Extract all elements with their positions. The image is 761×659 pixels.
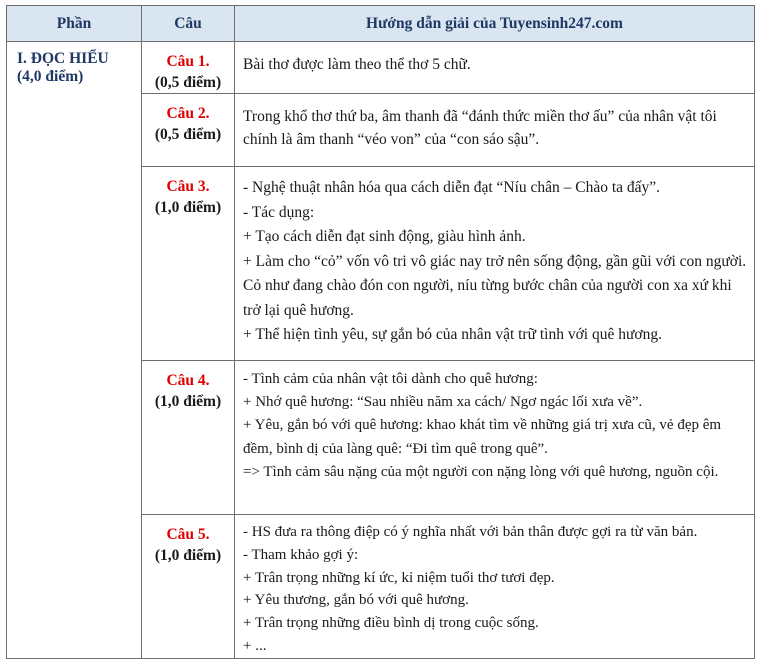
header-question: Câu xyxy=(142,6,235,42)
question-cell xyxy=(142,167,235,361)
table-row xyxy=(7,42,755,94)
question-label: Câu 1. xyxy=(166,53,210,70)
answer-cell xyxy=(235,361,755,515)
answer-line: + Trân trọng những kí ức, kỉ niệm tuổi thơ tươi đẹp. xyxy=(243,569,555,586)
answer-line: + Trân trọng những điều bình dị trong cuộc sống. xyxy=(243,615,539,632)
table-header-row xyxy=(7,6,755,42)
answer-cell xyxy=(235,42,755,94)
question-cell xyxy=(142,361,235,515)
answer-cell xyxy=(235,167,755,361)
answer-line: Trong khổ thơ thứ ba, âm thanh đã “đánh thức miền thơ ấu” của nhân vật tôi chính là âm thanh “véo von” của “con sáo sậu”. xyxy=(243,108,717,148)
question-score: (1,0 điểm) xyxy=(154,547,222,564)
question-cell xyxy=(142,42,235,94)
answer-line: => Tình cảm sâu nặng của một người con nặng lòng với quê hương, nguồn cội. xyxy=(243,463,719,480)
question-cell xyxy=(142,515,235,659)
section-cell xyxy=(7,42,142,659)
question-score: (0,5 điểm) xyxy=(154,126,222,143)
question-label: Câu 5. xyxy=(166,526,210,543)
header-guide: Hướng dẫn giải của Tuyensinh247.com xyxy=(235,6,755,42)
answer-line: + Yêu thương, gắn bó với quê hương. xyxy=(243,592,469,609)
question-score: (1,0 điểm) xyxy=(154,393,222,410)
answer-line: + Nhớ quê hương: “Sau nhiều năm xa cách/ Ngơ ngác lối xưa về”. xyxy=(243,394,643,411)
answer-guide-table xyxy=(6,5,755,659)
answer-cell xyxy=(235,94,755,167)
header-part: Phần xyxy=(7,6,142,42)
section-score: (4,0 điểm) xyxy=(17,68,84,85)
question-cell xyxy=(142,94,235,167)
question-label: Câu 3. xyxy=(166,178,210,195)
answer-line: - Tác dụng: xyxy=(243,203,315,221)
answer-line: + Yêu, gắn bó với quê hương: khao khát tìm về những giá trị xưa cũ, vẻ đẹp êm đềm, bình dị của làng quê: “Đi tìm quê trong quê”. xyxy=(243,417,722,457)
question-score: (0,5 điểm) xyxy=(154,74,222,91)
answer-line: + ... xyxy=(243,637,267,654)
answer-line: - HS đưa ra thông điệp có ý nghĩa nhất với bản thân được gợi ra từ văn bản. xyxy=(243,524,698,540)
answer-cell xyxy=(235,515,755,659)
answer-line: + Thể hiện tình yêu, sự gắn bó của nhân vật trữ tình với quê hương. xyxy=(243,326,662,343)
answer-line: - Tham khảo gợi ý: xyxy=(243,546,359,563)
section-title: I. ĐỌC HIỂU xyxy=(17,50,109,67)
answer-line: - Nghệ thuật nhân hóa qua cách diễn đạt “Níu chân – Chào ta đấy”. xyxy=(243,179,661,196)
answer-line: Bài thơ được làm theo thể thơ 5 chữ. xyxy=(243,56,471,73)
question-score: (1,0 điểm) xyxy=(154,199,222,216)
question-label: Câu 4. xyxy=(166,372,210,389)
answer-line: + Tạo cách diễn đạt sinh động, giàu hình ảnh. xyxy=(243,228,526,245)
answer-line: + Làm cho “cỏ” vốn vô tri vô giác nay trở nên sống động, gần gũi với con người. Cỏ như đang chào đón con người, níu từng bước chân của người con xa xứ khi trở lại quê hương. xyxy=(243,252,747,319)
answer-line: - Tình cảm của nhân vật tôi dành cho quê hương: xyxy=(243,371,538,387)
question-label: Câu 2. xyxy=(166,105,210,122)
